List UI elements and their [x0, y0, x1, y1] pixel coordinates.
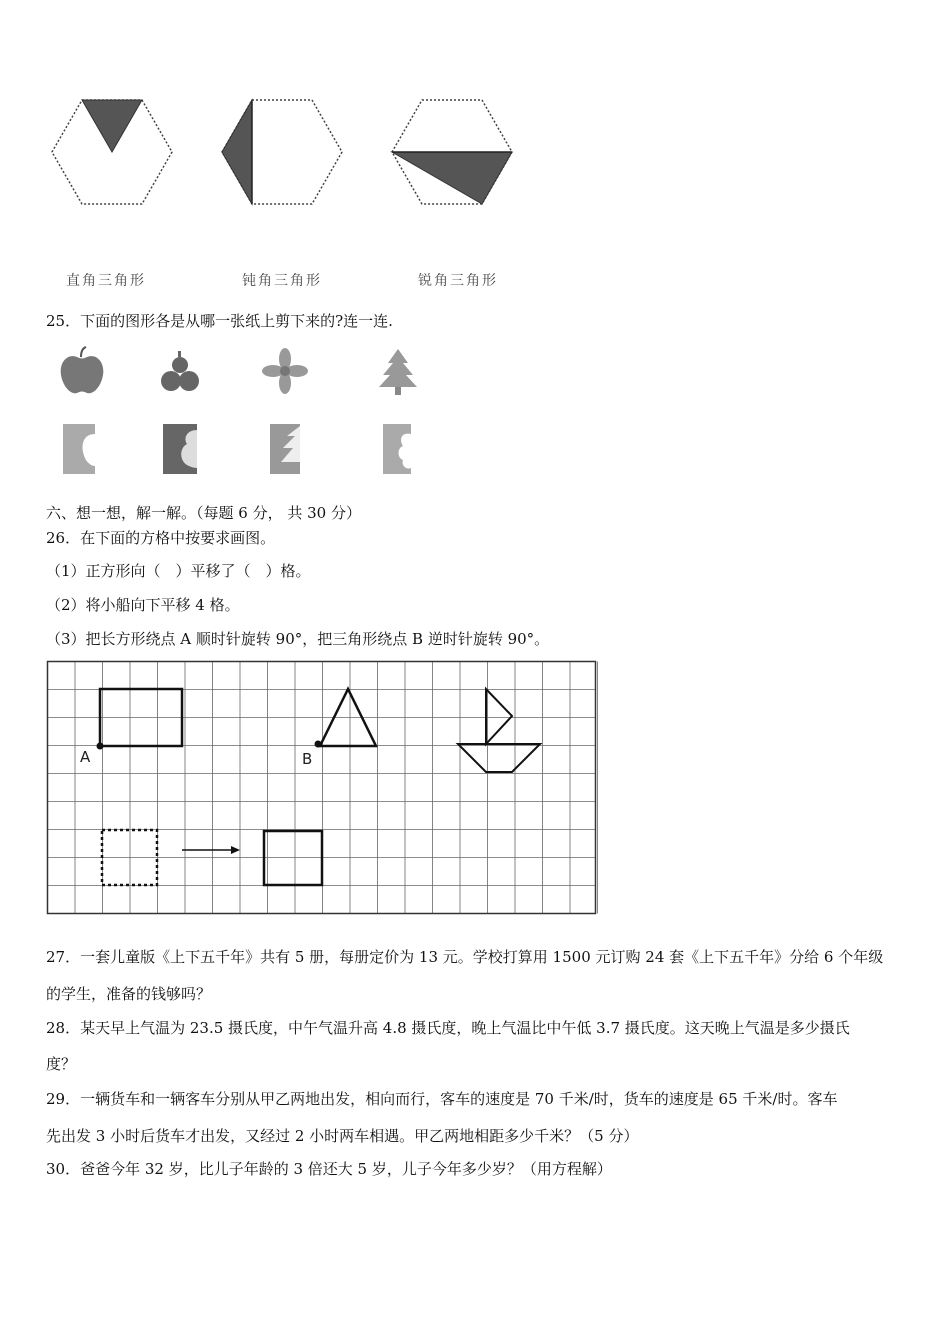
tree-icon	[379, 349, 417, 395]
question-26: 26．在下面的方格中按要求画图。	[46, 529, 276, 547]
question-28-line-2: 度？	[46, 1055, 77, 1073]
apple-icon	[61, 347, 104, 393]
point-a-dot	[97, 743, 104, 750]
question-30: 30．爸爸今年 32 岁，比儿子年龄的 3 倍还大 5 岁，儿子今年多少岁？（用方程解）	[46, 1160, 612, 1178]
drawing-grid	[46, 660, 598, 916]
paper-gourd	[163, 424, 197, 474]
hexagon-label-obtuse: 钝角三角形	[242, 273, 322, 289]
question-29-line-2: 先出发 3 小时后货车才出发，又经过 2 小时两车相遇。甲乙两地相距多少千米？（5 分）	[46, 1127, 639, 1145]
question-26-part-2: （2）将小船向下平移 4 格。	[46, 596, 240, 614]
hexagon-right-triangle	[52, 100, 172, 204]
gourd-icon	[161, 351, 199, 391]
question-28-line-1: 28．某天早上气温为 23.5 摄氏度，中午气温升高 4.8 摄氏度，晚上气温比中午低 3.7 摄氏度。这天晚上气温是多少摄氏	[46, 1019, 850, 1037]
solid-square	[264, 831, 322, 885]
flower-icon	[262, 348, 308, 394]
arrow-head-icon	[231, 846, 240, 854]
paper-cutouts-row	[55, 420, 425, 480]
hexagon-acute-triangle	[392, 100, 512, 204]
question-25: 25．下面的图形各是从哪一张纸上剪下来的?连一连.	[46, 312, 393, 330]
cutout-shapes-row	[55, 345, 425, 400]
hexagon-label-right: 直角三角形	[66, 273, 146, 289]
question-27-line-1: 27．一套儿童版《上下五千年》共有 5 册，每册定价为 13 元。学校打算用 1500 元订购 24 套《上下五千年》分给 6 个年级	[46, 948, 884, 966]
question-26-part-3: （3）把长方形绕点 A 顺时针旋转 90°，把三角形绕点 B 逆时针旋转 90°。	[46, 630, 550, 648]
question-29-line-1: 29．一辆货车和一辆客车分别从甲乙两地出发，相向而行，客车的速度是 70 千米/时，货车的速度是 65 千米/时。客车	[46, 1090, 838, 1108]
question-26-part-1: （1）正方形向（ ）平移了（ ）格。	[46, 562, 311, 580]
paper-apple	[63, 424, 95, 474]
point-b-dot	[315, 741, 322, 748]
hexagon-obtuse-triangle	[222, 100, 342, 204]
hexagon-label-acute: 锐角三角形	[418, 273, 498, 289]
section-6-title: 六、想一想，解一解。（每题 6 分， 共 30 分）	[46, 504, 361, 522]
paper-tree	[270, 424, 300, 474]
point-a-label: A	[80, 748, 91, 766]
point-b-label: B	[302, 750, 313, 768]
boat-shape	[458, 689, 540, 772]
question-27-line-2: 的学生，准备的钱够吗？	[46, 985, 212, 1003]
paper-flower	[383, 424, 411, 474]
hexagon-figures	[40, 90, 530, 220]
